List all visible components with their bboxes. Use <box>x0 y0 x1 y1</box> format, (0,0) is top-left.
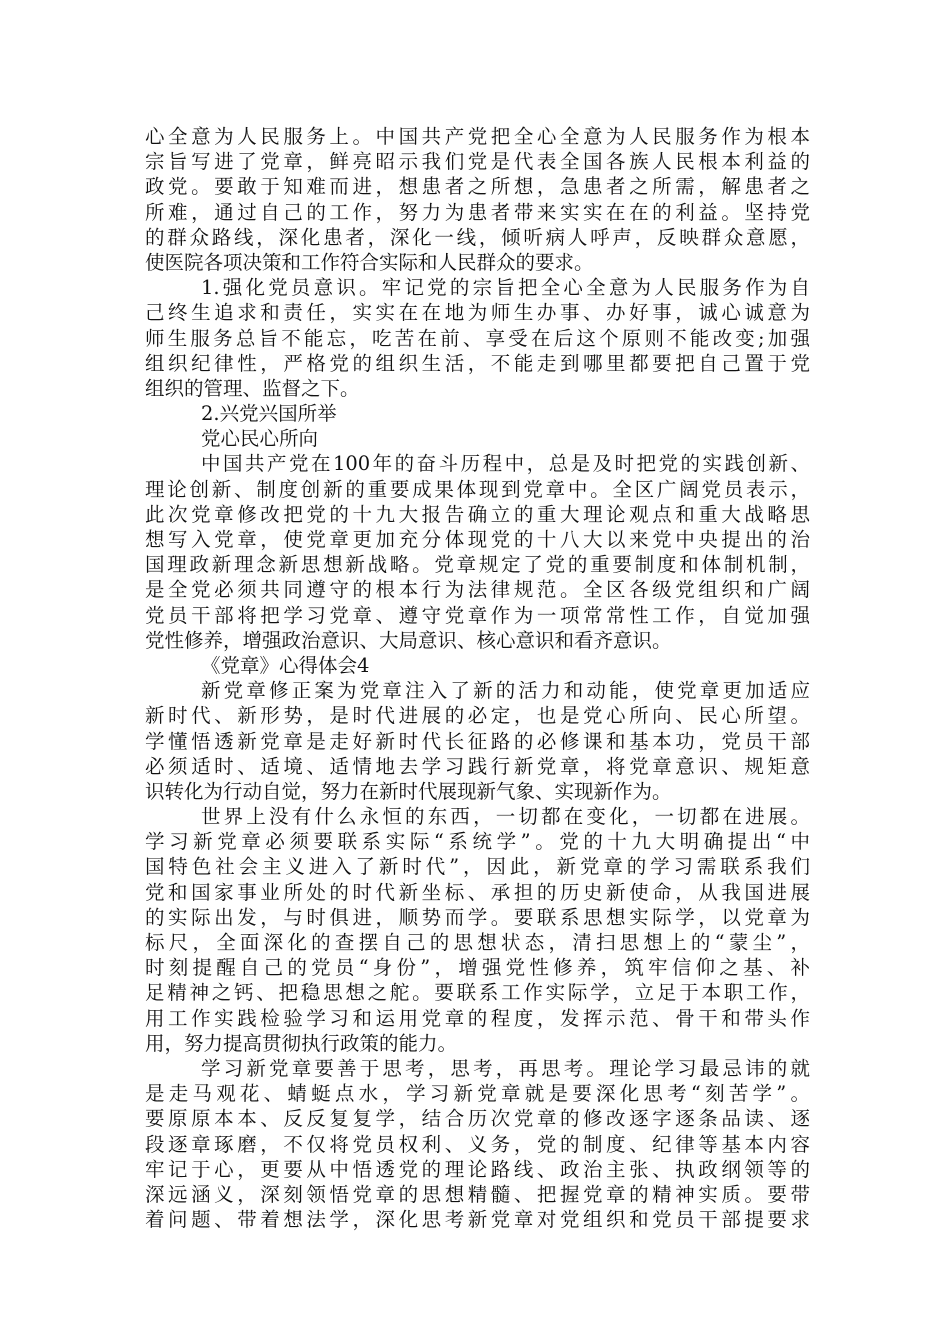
text-line: 的实际出发，与时俱进，顺势而学。要联系思想实际学，以党章为 <box>145 905 810 929</box>
text-line: 心全意为人民服务上。中国共产党把全心全意为人民服务作为根本 <box>145 125 810 148</box>
subheading: 党心民心所向 <box>201 427 319 451</box>
text-line: 足精神之钙、把稳思想之舵。要联系工作实际学，立足于本职工作， <box>145 981 810 1005</box>
subheading: 2.兴党兴国所举 <box>201 402 337 426</box>
text-line: 组织纪律性，严格党的组织生活，不能走到哪里都要把自己置于党 <box>145 351 810 375</box>
text-line: 师生服务总旨不能忘，吃苦在前、享受在后这个原则不能改变;加强 <box>145 326 810 350</box>
text-line: 党性修养，增强政治意识、大局意识、核心意识和看齐意识。 <box>145 628 672 652</box>
numbered-paragraph-line: 1.强化党员意识。牢记党的宗旨把全心全意为人民服务作为自 <box>201 276 810 300</box>
text-line: 用，努力提高贯彻执行政策的能力。 <box>145 1031 458 1055</box>
text-line: 所难，通过自己的工作，努力为患者带来实实在在的利益。坚持党 <box>145 200 810 224</box>
paragraph-start-line: 学习新党章要善于思考，思考，再思考。理论学习最忌讳的就 <box>201 1056 810 1080</box>
text-line: 党员干部将把学习党章、遵守党章作为一项常常性工作，自觉加强 <box>145 603 810 627</box>
text-line: 深远涵义，深刻领悟党章的思想精髓、把握党章的精神实质。要带 <box>145 1182 810 1206</box>
section-title: 《党章》心得体会4 <box>201 653 370 677</box>
text-line: 要原原本本、反反复复学，结合历次党章的修改逐字逐条品读、逐 <box>145 1107 810 1131</box>
paragraph-start-line: 中国共产党在100年的奋斗历程中，总是及时把党的实践创新、 <box>201 452 810 476</box>
text-line: 段逐章琢磨，不仅将党员权利、义务，党的制度、纪律等基本内容 <box>145 1132 810 1156</box>
text-line: 的群众路线，深化患者，深化一线，倾听病人呼声，反映群众意愿， <box>145 225 810 249</box>
text-line: 牢记于心，更要从中悟透党的理论路线、政治主张、执政纲领等的 <box>145 1157 810 1181</box>
text-line: 新时代、新形势，是时代进展的必定，也是党心所向、民心所望。 <box>145 704 810 728</box>
text-line: 识转化为行动自觉，努力在新时代展现新气象、实现新作为。 <box>145 779 672 803</box>
text-line: 用工作实践检验学习和运用党章的程度，发挥示范、骨干和带头作 <box>145 1006 810 1030</box>
text-line: 标尺，全面深化的查摆自己的思想状态，清扫思想上的“蒙尘”， <box>145 931 810 954</box>
text-line: 着问题、带着想法学，深化思考新党章对党组织和党员干部提要求 <box>145 1208 810 1232</box>
text-line: 组织的管理、监督之下。 <box>145 376 360 400</box>
text-line: 宗旨写进了党章，鲜亮昭示我们党是代表全国各族人民根本利益的 <box>145 150 810 174</box>
text-line: 学懂悟透新党章是走好新时代长征路的必修课和基本功，党员干部 <box>145 729 810 753</box>
document-body <box>145 124 810 1232</box>
text-line: 想写入党章，使党章更加充分体现党的十八大以来党中央提出的治 <box>145 528 810 551</box>
text-line: 政党。要敢于知难而进，想患者之所想，急患者之所需，解患者之 <box>145 175 810 199</box>
text-line: 此次党章修改把党的十九大报告确立的重大理论观点和重大战略思 <box>145 502 810 526</box>
text-line: 国理政新理念新思想新战略。党章规定了党的重要制度和体制机制， <box>145 553 810 577</box>
text-line: 国特色社会主义进入了新时代”，因此，新党章的学习需联系我们 <box>145 855 810 879</box>
text-line: 学习新党章必须要联系实际“系统学”。党的十九大明确提出“中 <box>145 830 810 854</box>
text-line: 己终生追求和责任，实实在在地为师生办事、办好事，诚心诚意为 <box>145 301 810 325</box>
paragraph-start-line: 世界上没有什么永恒的东西，一切都在变化，一切都在进展。 <box>201 805 810 829</box>
text-line: 必须适时、适境、适情地去学习践行新党章，将党章意识、规矩意 <box>145 754 810 778</box>
text-line: 是全党必须共同遵守的根本行为法律规范。全区各级党组织和广阔 <box>145 578 810 602</box>
text-line: 是走马观花、蜻蜓点水，学习新党章就是要深化思考“刻苦学”。 <box>145 1082 810 1106</box>
text-line: 使医院各项决策和工作符合实际和人民群众的要求。 <box>145 250 594 274</box>
text-line: 理论创新、制度创新的重要成果体现到党章中。全区广阔党员表示， <box>145 477 810 501</box>
text-line: 党和国家事业所处的时代新坐标、承担的历史新使命，从我国进展 <box>145 880 810 904</box>
text-line: 时刻提醒自己的党员“身份”，增强党性修养，筑牢信仰之基、补 <box>145 956 810 980</box>
paragraph-start-line: 新党章修正案为党章注入了新的活力和动能，使党章更加适应 <box>201 679 810 703</box>
